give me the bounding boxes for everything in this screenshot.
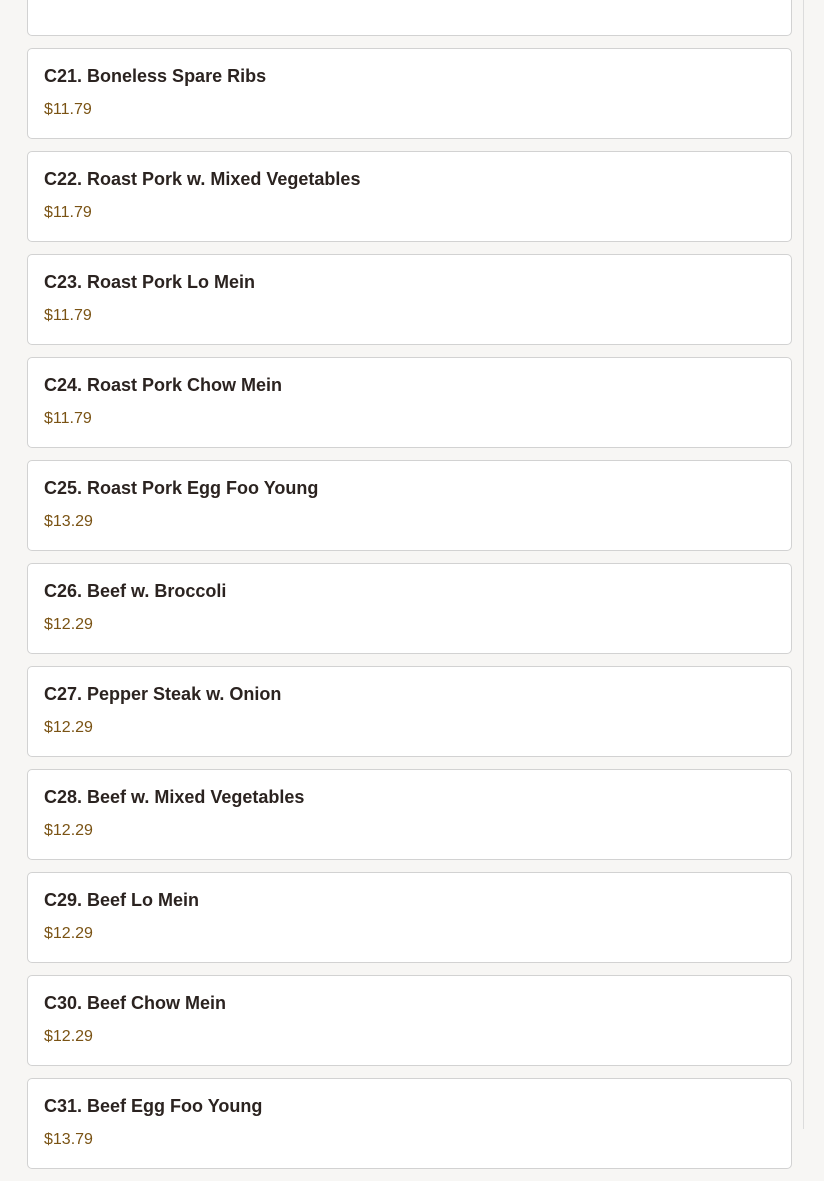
menu-item-name: C28. Beef w. Mixed Vegetables: [44, 787, 305, 807]
menu-item-card[interactable]: [27, 975, 792, 1066]
menu-item-price: $13.79: [44, 1131, 93, 1148]
menu-item-name: C27. Pepper Steak w. Onion: [44, 684, 282, 704]
menu-item-card[interactable]: [27, 872, 792, 963]
scroll-container-edge: [803, 0, 804, 1129]
menu-item-name: C24. Roast Pork Chow Mein: [44, 375, 283, 395]
menu-item-price: $11.79: [44, 410, 92, 427]
menu-item-name: C25. Roast Pork Egg Foo Young: [44, 478, 319, 498]
menu-item-name: C31. Beef Egg Foo Young: [44, 1096, 263, 1116]
menu-item-card[interactable]: [27, 48, 792, 139]
menu-item-card[interactable]: [27, 151, 792, 242]
menu-item-name: C21. Boneless Spare Ribs: [44, 66, 267, 86]
menu-item-card[interactable]: [27, 769, 792, 860]
menu-item-name: C26. Beef w. Broccoli: [44, 581, 227, 601]
menu-item-price: $11.79: [44, 101, 92, 118]
menu-item-card[interactable]: [27, 460, 792, 551]
menu-item-card[interactable]: [27, 357, 792, 448]
menu-item-price: $12.29: [44, 616, 93, 633]
menu-item-price: $11.79: [44, 204, 92, 221]
menu-item-card[interactable]: [27, 0, 792, 36]
menu-item-list: [27, 0, 792, 1181]
menu-item-name: C30. Beef Chow Mein: [44, 993, 227, 1013]
menu-item-card[interactable]: [27, 254, 792, 345]
menu-item-card[interactable]: [27, 666, 792, 757]
menu-item-price: $12.29: [44, 925, 93, 942]
menu-item-price: $13.29: [44, 513, 93, 530]
menu-item-price: $12.29: [44, 1028, 93, 1045]
menu-item-price: $11.79: [44, 307, 92, 324]
menu-item-price: $12.29: [44, 719, 93, 736]
menu-item-card[interactable]: [27, 563, 792, 654]
menu-item-card[interactable]: [27, 1078, 792, 1169]
menu-item-price: $12.29: [44, 822, 93, 839]
menu-item-name: C22. Roast Pork w. Mixed Vegetables: [44, 169, 361, 189]
menu-item-name: C29. Beef Lo Mein: [44, 890, 200, 910]
menu-item-name: C23. Roast Pork Lo Mein: [44, 272, 256, 292]
